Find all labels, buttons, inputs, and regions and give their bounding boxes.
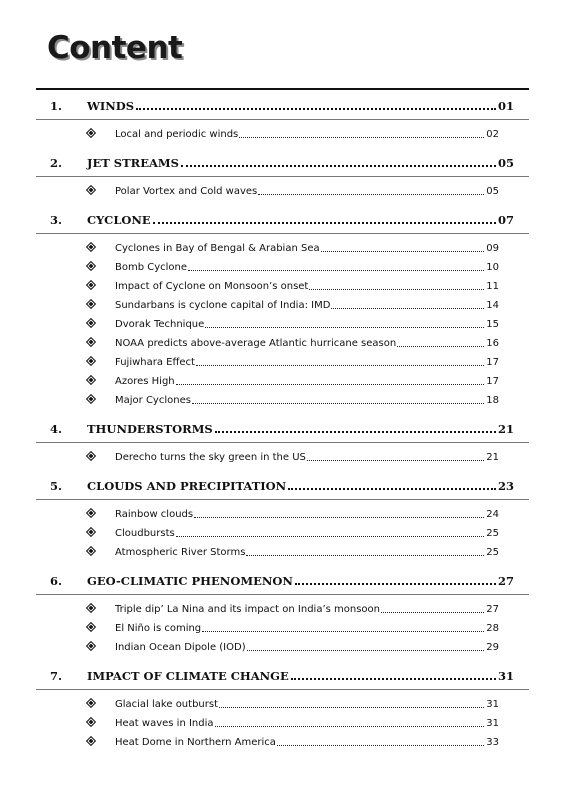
dot-leader	[153, 222, 496, 224]
section-heading[interactable]	[0, 475, 566, 493]
section-divider	[36, 499, 529, 500]
dot-leader	[247, 650, 485, 651]
entry-title: El Niño is coming	[115, 623, 202, 634]
toc-entry[interactable]	[0, 127, 566, 142]
dot-leader	[307, 460, 484, 461]
toc-entry[interactable]	[0, 735, 566, 750]
entry-title: Triple dip’ La Nina and its impact on India’s monsoon	[115, 604, 380, 615]
diamond-bullet-icon	[86, 736, 96, 746]
dot-leader	[246, 555, 484, 556]
section-heading[interactable]	[0, 95, 566, 113]
diamond-bullet-icon	[86, 508, 96, 518]
toc-entry[interactable]	[0, 374, 566, 389]
entry-page-number: 25	[486, 528, 499, 539]
section-page-number: 27	[497, 574, 514, 588]
dot-leader	[258, 194, 484, 195]
section-heading[interactable]	[0, 665, 566, 683]
toc-entry[interactable]	[0, 526, 566, 541]
diamond-bullet-icon	[86, 641, 96, 651]
section-heading[interactable]	[0, 152, 566, 170]
diamond-bullet-icon	[86, 451, 96, 461]
toc-entry[interactable]	[0, 640, 566, 655]
entry-page-number: 02	[486, 129, 499, 140]
entry-title: Glacial lake outburst	[115, 699, 218, 710]
entry-title: Polar Vortex and Cold waves	[115, 186, 258, 197]
section-title: JET STREAMS	[87, 156, 179, 170]
section-heading[interactable]	[0, 209, 566, 227]
entry-title: Heat Dome in Northern America	[115, 737, 276, 748]
toc-entry[interactable]	[0, 450, 566, 465]
dot-leader	[277, 745, 484, 746]
section-heading[interactable]	[0, 418, 566, 436]
toc-entry[interactable]	[0, 241, 566, 256]
section-divider	[36, 689, 529, 690]
diamond-bullet-icon	[86, 546, 96, 556]
diamond-bullet-icon	[86, 261, 96, 271]
dot-leader	[192, 403, 484, 404]
entry-page-number: 18	[486, 395, 499, 406]
entry-page-number: 17	[486, 376, 499, 387]
entry-page-number: 11	[486, 281, 499, 292]
dot-leader	[202, 631, 484, 632]
section-title: IMPACT OF CLIMATE CHANGE	[87, 669, 289, 683]
entry-title: Cyclones in Bay of Bengal & Arabian Sea	[115, 243, 320, 254]
page-title: Content	[47, 30, 183, 66]
toc-entry[interactable]	[0, 507, 566, 522]
section-page-number: 01	[497, 99, 514, 113]
dot-leader	[397, 346, 484, 347]
diamond-bullet-icon	[86, 717, 96, 727]
entry-title: Derecho turns the sky green in the US	[115, 452, 306, 463]
entry-page-number: 29	[486, 642, 499, 653]
dot-leader	[295, 583, 496, 585]
toc-entry[interactable]	[0, 602, 566, 617]
entry-title: Local and periodic winds	[115, 129, 239, 140]
diamond-bullet-icon	[86, 394, 96, 404]
dot-leader	[196, 365, 484, 366]
entry-title: Heat waves in India	[115, 718, 214, 729]
section-title: WINDS	[87, 99, 135, 113]
section-title: CYCLONE	[87, 213, 151, 227]
entry-title: Impact of Cyclone on Monsoon’s onset	[115, 281, 309, 292]
entry-page-number: 16	[486, 338, 499, 349]
dot-leader	[288, 488, 496, 490]
toc-entry[interactable]	[0, 393, 566, 408]
diamond-bullet-icon	[86, 698, 96, 708]
dot-leader	[136, 108, 496, 110]
section-page-number: 21	[497, 422, 514, 436]
section-page-number: 05	[497, 156, 514, 170]
section-page-number: 07	[497, 213, 514, 227]
entry-page-number: 25	[486, 547, 499, 558]
section-title: THUNDERSTORMS	[87, 422, 213, 436]
dot-leader	[321, 251, 485, 252]
toc-entry[interactable]	[0, 184, 566, 199]
section-page-number: 31	[497, 669, 514, 683]
section-number: 6.	[50, 574, 63, 588]
dot-leader	[219, 707, 484, 708]
toc-entry[interactable]	[0, 621, 566, 636]
entry-page-number: 31	[486, 718, 499, 729]
entry-title: Fujiwhara Effect	[115, 357, 195, 368]
section-page-number: 23	[497, 479, 514, 493]
diamond-bullet-icon	[86, 356, 96, 366]
dot-leader	[291, 678, 496, 680]
diamond-bullet-icon	[86, 527, 96, 537]
entry-page-number: 31	[486, 699, 499, 710]
entry-title: Azores High	[115, 376, 175, 387]
dot-leader	[239, 137, 484, 138]
diamond-bullet-icon	[86, 185, 96, 195]
entry-page-number: 24	[486, 509, 499, 520]
entry-title: Sundarbans is cyclone capital of India: IMD	[115, 300, 331, 311]
diamond-bullet-icon	[86, 318, 96, 328]
section-title: GEO-CLIMATIC PHENOMENON	[87, 574, 293, 588]
entry-title: Cloudbursts	[115, 528, 175, 539]
diamond-bullet-icon	[86, 375, 96, 385]
entry-title: Indian Ocean Dipole (IOD)	[115, 642, 246, 653]
section-number: 7.	[50, 669, 63, 683]
dot-leader	[309, 289, 484, 290]
toc-entry[interactable]	[0, 545, 566, 560]
entry-page-number: 28	[486, 623, 499, 634]
toc-entry[interactable]	[0, 336, 566, 351]
dot-leader	[194, 517, 484, 518]
entry-page-number: 10	[486, 262, 499, 273]
dot-leader	[176, 536, 485, 537]
dot-leader	[215, 431, 496, 433]
section-divider	[36, 594, 529, 595]
entry-page-number: 05	[486, 186, 499, 197]
section-number: 3.	[50, 213, 63, 227]
entry-page-number: 17	[486, 357, 499, 368]
diamond-bullet-icon	[86, 603, 96, 613]
toc-entry[interactable]	[0, 279, 566, 294]
entry-title: Major Cyclones	[115, 395, 191, 406]
section-number: 4.	[50, 422, 63, 436]
section-divider	[36, 176, 529, 177]
section-number: 1.	[50, 99, 63, 113]
section-heading[interactable]	[0, 570, 566, 588]
dot-leader	[181, 165, 496, 167]
dot-leader	[188, 270, 484, 271]
diamond-bullet-icon	[86, 337, 96, 347]
entry-title: Atmospheric River Storms	[115, 547, 246, 558]
toc-entry[interactable]	[0, 298, 566, 313]
entry-page-number: 33	[486, 737, 499, 748]
section-divider	[36, 233, 529, 234]
section-number: 5.	[50, 479, 63, 493]
diamond-bullet-icon	[86, 242, 96, 252]
section-divider	[36, 119, 529, 120]
dot-leader	[381, 612, 484, 613]
section-title: CLOUDS AND PRECIPITATION	[87, 479, 287, 493]
section-number: 2.	[50, 156, 63, 170]
section-divider	[36, 442, 529, 443]
entry-title: Rainbow clouds	[115, 509, 194, 520]
dot-leader	[176, 384, 485, 385]
dot-leader	[215, 726, 485, 727]
entry-page-number: 09	[486, 243, 499, 254]
diamond-bullet-icon	[86, 128, 96, 138]
entry-page-number: 27	[486, 604, 499, 615]
entry-page-number: 15	[486, 319, 499, 330]
entry-title: Dvorak Technique	[115, 319, 205, 330]
entry-page-number: 14	[486, 300, 499, 311]
entry-page-number: 21	[486, 452, 499, 463]
toc-entry[interactable]	[0, 355, 566, 370]
diamond-bullet-icon	[86, 280, 96, 290]
toc-entry[interactable]	[0, 697, 566, 712]
dot-leader	[331, 308, 484, 309]
toc-entry[interactable]	[0, 716, 566, 731]
entry-title: Bomb Cyclone	[115, 262, 188, 273]
toc-entry[interactable]	[0, 317, 566, 332]
entry-title: NOAA predicts above-average Atlantic hurricane season	[115, 338, 397, 349]
diamond-bullet-icon	[86, 622, 96, 632]
toc-entry[interactable]	[0, 260, 566, 275]
dot-leader	[205, 327, 484, 328]
diamond-bullet-icon	[86, 299, 96, 309]
